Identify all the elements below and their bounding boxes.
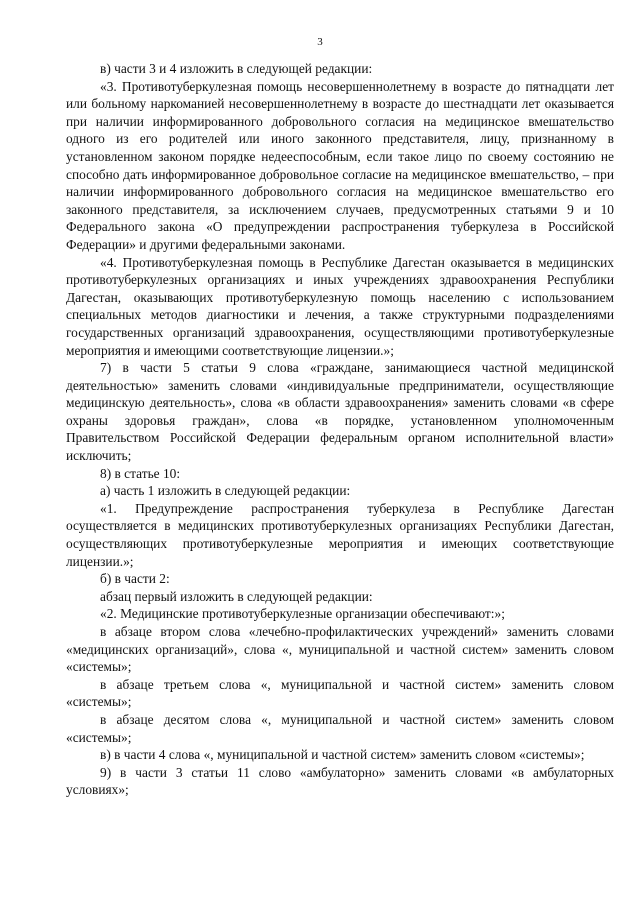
paragraph: 7) в части 5 статьи 9 слова «граждане, занимающиеся частной медицинской деятельностью» заменить словами «индивидуальные предприниматели, осуществляющие медицинскую деятельность», слова «в области здравоохранения» заменить словами «в сфере охраны здоровья граждан», слова «в порядке, установленном уполномоченным Правительством Российской Федерации федеральным органом исполнительной власти» исключить;: [66, 360, 614, 464]
paragraph: в абзаце третьем слова «, муниципальной и частной систем» заменить словом «системы»;: [66, 676, 614, 710]
paragraph: 8) в статье 10:: [100, 465, 181, 481]
paragraph: б) в части 2:: [100, 571, 170, 587]
paragraph: «3. Противотуберкулезная помощь несовершеннолетнему в возрасте до пятнадцати лет или больному наркоманией несовершеннолетнему в возрасте до шестнадцати лет оказывается при наличии информированного добровольного согласия на медицинское вмешательство одного из его родителей или иного законного представителя, лицу, признанному в установленном законом порядке недееспособным, если такое лицо по своему состоянию не способно дать информированное добровольное согласие на медицинское вмешательство, – при наличии информированного добровольного согласия на медицинское вмешательство его законного представителя, за исключением случаев, предусмотренных статьями 9 и 10 Федерального закона «О предупреждении распространения туберкулеза в Российской Федерации» и другими федеральными законами.: [66, 78, 614, 252]
paragraph: в абзаце втором слова «лечебно-профилактических учреждений» заменить словами «медицинских организаций», слова «, муниципальной и частной систем» заменить словом «системы»;: [66, 624, 614, 675]
paragraph: в) в части 4 слова «, муниципальной и частной систем» заменить словом «системы»;: [100, 747, 585, 763]
paragraph: абзац первый изложить в следующей редакции:: [100, 588, 373, 604]
document-body: [66, 60, 614, 799]
paragraph: «1. Предупреждение распространения туберкулеза в Республике Дагестан осуществляется в медицинских противотуберкулезных организациях Республики Дагестан, осуществляющих противотуберкулезные мероприятия и имеющих соответствующие лицензии.»;: [66, 500, 614, 569]
page-number: 3: [317, 36, 323, 48]
paragraph: а) часть 1 изложить в следующей редакции:: [100, 483, 351, 499]
paragraph: в абзаце десятом слова «, муниципальной и частной систем» заменить словом «системы»;: [66, 711, 614, 745]
paragraph: в) части 3 и 4 изложить в следующей редакции:: [100, 61, 373, 76]
paragraph: «2. Медицинские противотуберкулезные организации обеспечивают:»;: [100, 606, 505, 622]
paragraph: «4. Противотуберкулезная помощь в Республике Дагестан оказывается в медицинских противотуберкулезных организациях и иных учреждениях здравоохранения Республики Дагестан, оказывающих противотуберкулезную помощь населению с использованием специальных методов диагностики и лечения, а также структурными подразделениями государственных организаций здравоохранения, осуществляющими противотуберкулезные мероприятия и имеющими соответствующие лицензии.»;: [66, 254, 614, 358]
paragraph: 9) в части 3 статьи 11 слово «амбулаторно» заменить словами «в амбулаторных условиях»;: [66, 764, 614, 798]
